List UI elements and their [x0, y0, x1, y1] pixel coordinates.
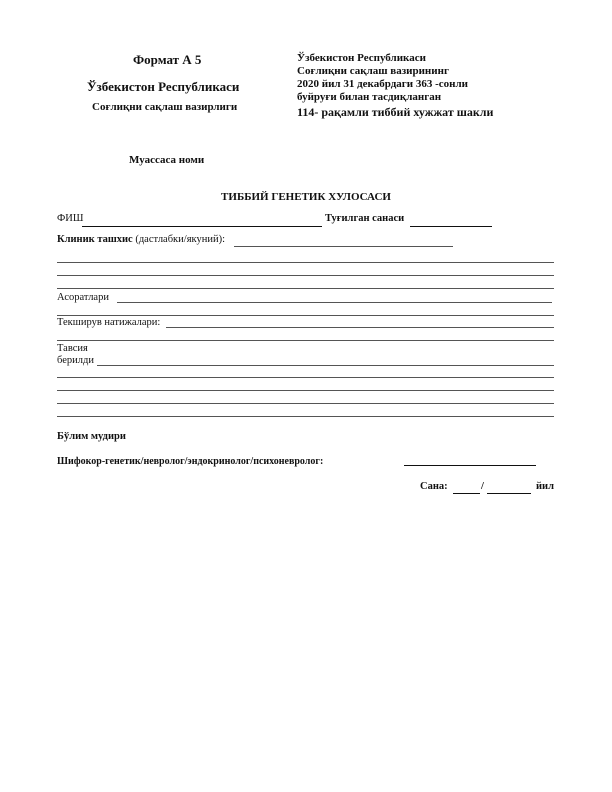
- date-month-field[interactable]: [487, 493, 531, 494]
- recommendation-line-4[interactable]: [57, 403, 554, 404]
- fio-field[interactable]: [82, 226, 322, 227]
- recommendation-label-1: Тавсия: [57, 343, 88, 354]
- format-label: Формат А 5: [133, 52, 202, 67]
- institution-label: Муассаса номи: [129, 154, 205, 166]
- doctor-label: Шифокор-генетик/невролог/эндокринолог/психоневролог:: [57, 456, 324, 467]
- date-separator: /: [481, 481, 484, 492]
- date-day-field[interactable]: [453, 493, 480, 494]
- form-number-line: 114- рақамли тиббий хужжат шакли: [297, 105, 494, 119]
- diagnosis-label-bold: Клиник ташхис: [57, 234, 133, 245]
- ministry-name: Соғлиқни сақлаш вазирлиги: [92, 101, 238, 113]
- diagnosis-label: [57, 234, 225, 245]
- fio-label: ФИШ: [57, 213, 84, 224]
- approval-line-1: Ўзбекистон Республикаси: [297, 52, 426, 64]
- recommendation-field[interactable]: [97, 365, 554, 366]
- department-head-label: Бўлим мудири: [57, 431, 126, 442]
- recommendation-label-2: берилди: [57, 355, 94, 366]
- results-field[interactable]: [166, 327, 554, 328]
- approval-line-3: 2020 йил 31 декабрдаги 363 -сонли: [297, 78, 468, 90]
- approval-line-2: Соғлиқни сақлаш вазирининг: [297, 65, 449, 77]
- year-label: йил: [536, 481, 554, 492]
- complications-field[interactable]: [117, 302, 552, 303]
- complications-label: Асоратлари: [57, 292, 109, 303]
- dob-label: Туғилган санаси: [325, 213, 405, 224]
- results-line-2[interactable]: [57, 340, 554, 341]
- diagnosis-line-3[interactable]: [57, 288, 554, 289]
- republic-name: Ўзбекистон Республикаси: [87, 79, 240, 94]
- results-label: Текширув натижалари:: [57, 317, 161, 328]
- recommendation-line-2[interactable]: [57, 377, 554, 378]
- recommendation-line-5[interactable]: [57, 416, 554, 417]
- diagnosis-line-1[interactable]: [57, 262, 554, 263]
- recommendation-line-3[interactable]: [57, 390, 554, 391]
- diagnosis-line-2[interactable]: [57, 275, 554, 276]
- doctor-signature-field[interactable]: [404, 465, 536, 466]
- complications-line-2[interactable]: [57, 315, 554, 316]
- diagnosis-field[interactable]: [234, 246, 453, 247]
- date-label: Сана:: [420, 481, 448, 492]
- approval-line-4: буйруғи билан тасдиқланган: [297, 91, 442, 103]
- dob-field[interactable]: [410, 226, 492, 227]
- diagnosis-label-rest: (дастлабки/якуний):: [132, 234, 225, 245]
- document-title: ТИББИЙ ГЕНЕТИК ХУЛОСАСИ: [221, 191, 391, 203]
